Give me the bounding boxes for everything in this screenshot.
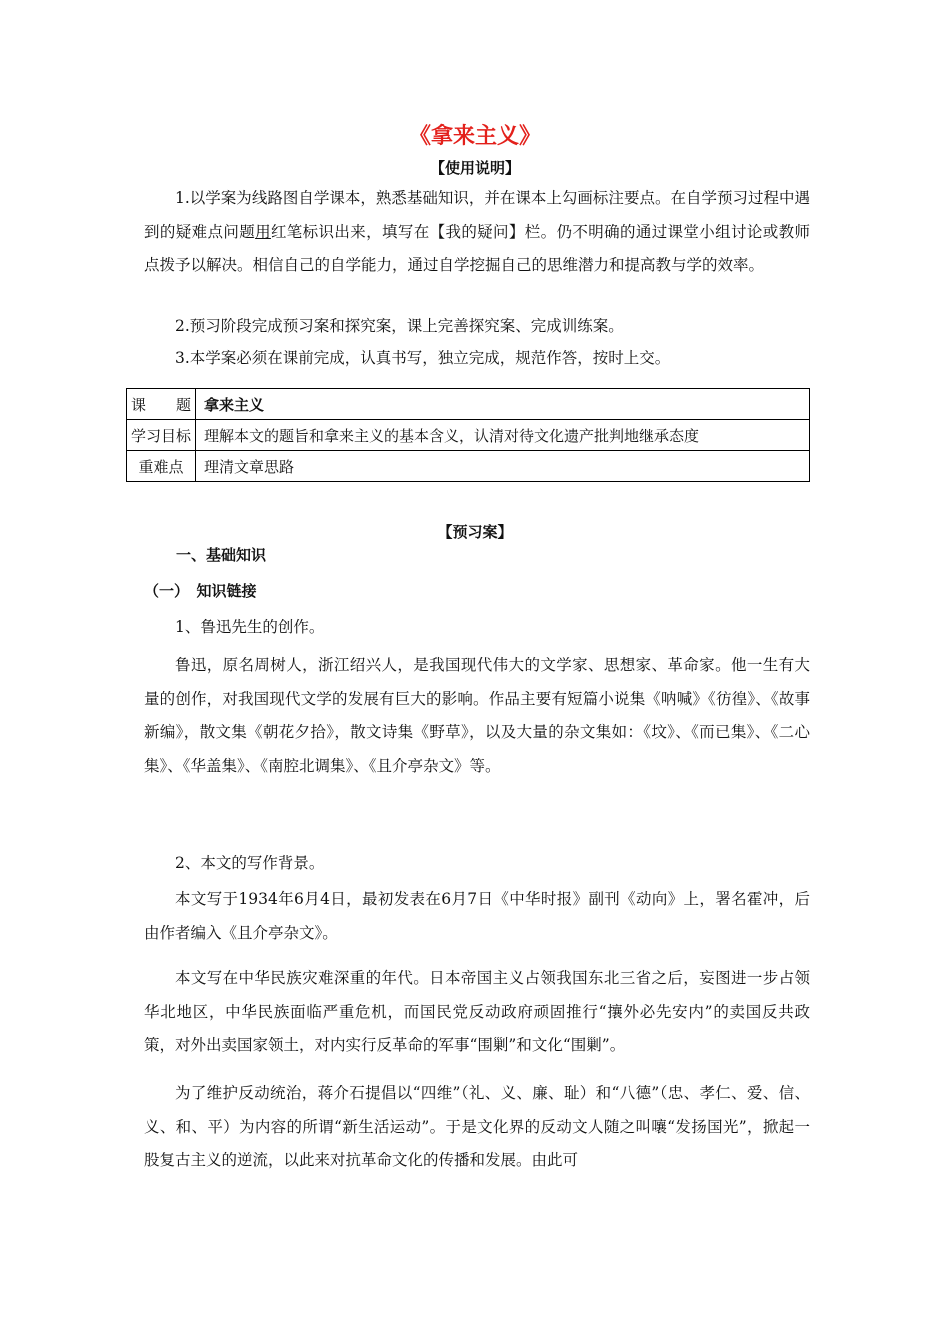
table-value-goals: 理解本文的题旨和拿来主义的基本含义，认清对待文化遗产批判地继承态度 xyxy=(196,420,810,451)
item-1-title: 1、鲁迅先生的创作。 xyxy=(175,618,325,636)
table-row xyxy=(127,451,810,482)
table-value-key-points: 理清文章思路 xyxy=(196,451,810,482)
section-basic-knowledge: 一、基础知识 xyxy=(176,546,267,564)
table-row xyxy=(127,389,810,420)
usage-item-1-text-a: 1.以学案为线路图自学课本，熟悉基础知识，并在课本上勾画标注要点。在自学预习过程中遇到的疑难点问题 xyxy=(144,189,810,241)
lesson-info-table xyxy=(126,388,810,482)
table-label-topic: 课 题 xyxy=(127,389,196,420)
table-label-goals: 学习目标 xyxy=(127,420,196,451)
usage-item-3: 3.本学案必须在课前完成，认真书写，独立完成，规范作答，按时上交。 xyxy=(175,349,671,367)
item-2-paragraph-1: 本文写于1934年6月4日，最初发表在6月7日《中华时报》副刊《动向》上，署名霍冲，后由作者编入《且介亭杂文》。 xyxy=(144,890,810,942)
item-2-paragraph-2: 本文写在中华民族灾难深重的年代。日本帝国主义占领我国东北三省之后，妄图进一步占领华北地区，中华民族面临严重危机，而国民党反动政府顽固推行“攘外必先安内”的卖国反共政策，对外出卖国家领土，对内实行反革命的军事“围剿”和文化“围剿”。 xyxy=(144,969,810,1054)
subsection-knowledge-link: （一） 知识链接 xyxy=(144,582,257,600)
usage-heading: 【使用说明】 xyxy=(429,159,520,177)
table-value-topic: 拿来主义 xyxy=(196,389,810,420)
document-title: 《拿来主义》 xyxy=(408,124,541,149)
usage-item-1-text-b: 红笔标识出来，填写在【我的疑问】栏。仍不明确的通过课堂小组讨论或教师点拨予以解决。相信自己的自学能力，通过自学挖掘自己的思维潜力和提高教与学的效率。 xyxy=(144,222,810,274)
preview-heading: 【预习案】 xyxy=(437,523,513,541)
table-label-key-points: 重难点 xyxy=(127,451,196,482)
item-1-body: 鲁迅，原名周树人，浙江绍兴人，是我国现代伟大的文学家、思想家、革命家。他一生有大量的创作，对我国现代文学的发展有巨大的影响。作品主要有短篇小说集《呐喊》《彷徨》、《故事新编》，散文集《朝花夕拾》，散文诗集《野草》，以及大量的杂文集如：《坟》、《而已集》、《二心集》、《华盖集》、《南腔北调集》、《且介亭杂文》等。 xyxy=(144,656,810,775)
usage-item-1-underlined: 用 xyxy=(255,222,271,241)
item-2-paragraph-3: 为了维护反动统治，蒋介石提倡以“四维”（礼、义、廉、耻）和“八德”（忠、孝仁、爱、信、义、和、平）为内容的所谓“新生活运动”。于是文化界的反动文人随之叫嚷“发扬国光”，掀起一股复古主义的逆流，以此来对抗革命文化的传播和发展。由此可 xyxy=(144,1084,810,1169)
usage-item-1 xyxy=(144,182,810,283)
item-2-title: 2、本文的写作背景。 xyxy=(175,854,325,872)
usage-item-2: 2.预习阶段完成预习案和探究案，课上完善探究案、完成训练案。 xyxy=(175,317,624,335)
table-row xyxy=(127,420,810,451)
